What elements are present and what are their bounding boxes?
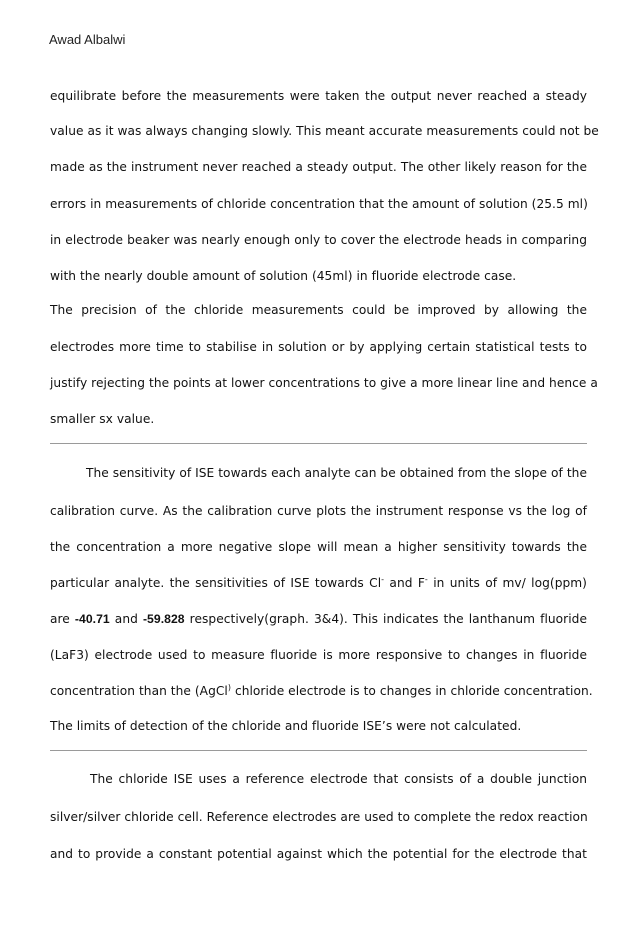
paragraph3-line bbox=[50, 576, 587, 590]
paragraph2-line: justify rejecting the points at lower concentrations to give a more linear line and hence a bbox=[50, 376, 598, 390]
paragraph3-line bbox=[50, 683, 593, 698]
paragraph3-line: The limits of detection of the chloride and fluoride ISE’s were not calculated. bbox=[50, 719, 522, 733]
text-run: in units of mv/ log(ppm) bbox=[427, 576, 587, 590]
text-run: respectively(graph. 3&4). This indicates the lanthanum fluoride bbox=[184, 612, 587, 626]
text-run: concentration than the (AgCl bbox=[50, 684, 228, 698]
paragraph1-line: value as it was always changing slowly. This meant accurate measurements could not be bbox=[50, 124, 599, 138]
paragraph3-line: the concentration a more negative slope will mean a higher sensitivity towards the bbox=[50, 540, 587, 554]
paragraph4-line: and to provide a constant potential against which the potential for the electrode that bbox=[50, 847, 587, 861]
paragraph3-line: (LaF3) electrode used to measure fluoride is more responsive to changes in fluoride bbox=[50, 648, 587, 662]
text-run: and F bbox=[384, 576, 425, 590]
paragraph2-line: smaller sx value. bbox=[50, 412, 155, 426]
paragraph4-line: silver/silver chloride cell. Reference electrodes are used to complete the redox reaction bbox=[50, 810, 588, 824]
superscript: - bbox=[424, 575, 428, 584]
paragraph2-line: The precision of the chloride measurements could be improved by allowing the bbox=[50, 303, 587, 317]
text-run: particular analyte. the sensitivities of ISE towards Cl bbox=[50, 576, 382, 590]
text-run: and bbox=[109, 612, 143, 626]
paragraph1-line: equilibrate before the measurements were taken the output never reached a steady bbox=[50, 89, 587, 103]
sensitivity-chloride-value: -40.71 bbox=[74, 612, 110, 626]
text-run: are bbox=[50, 612, 75, 626]
text-run: chloride electrode is to changes in chloride concentration. bbox=[231, 684, 593, 698]
paragraph4-line: The chloride ISE uses a reference electrode that consists of a double junction bbox=[90, 772, 587, 786]
paragraph3-line: calibration curve. As the calibration curve plots the instrument response vs the log of bbox=[50, 504, 587, 518]
superscript: ) bbox=[227, 683, 232, 692]
paragraph1-line: errors in measurements of chloride concentration that the amount of solution (25.5 ml) bbox=[50, 197, 588, 211]
paragraph2-line: electrodes more time to stabilise in solution or by applying certain statistical tests to bbox=[50, 340, 587, 354]
paragraph3-line: The sensitivity of ISE towards each analyte can be obtained from the slope of the bbox=[86, 466, 587, 480]
paragraph1-line: with the nearly double amount of solution (45ml) in fluoride electrode case. bbox=[50, 269, 517, 283]
section-divider bbox=[50, 750, 587, 751]
paragraph3-line bbox=[50, 612, 587, 626]
header-author: Awad Albalwi bbox=[49, 32, 126, 47]
sensitivity-fluoride-value: -59.828 bbox=[142, 612, 185, 626]
section-divider bbox=[50, 443, 587, 444]
paragraph1-line: made as the instrument never reached a steady output. The other likely reason for the bbox=[50, 160, 587, 174]
superscript: - bbox=[381, 575, 385, 584]
paragraph1-line: in electrode beaker was nearly enough only to cover the electrode heads in comparing bbox=[50, 233, 587, 247]
